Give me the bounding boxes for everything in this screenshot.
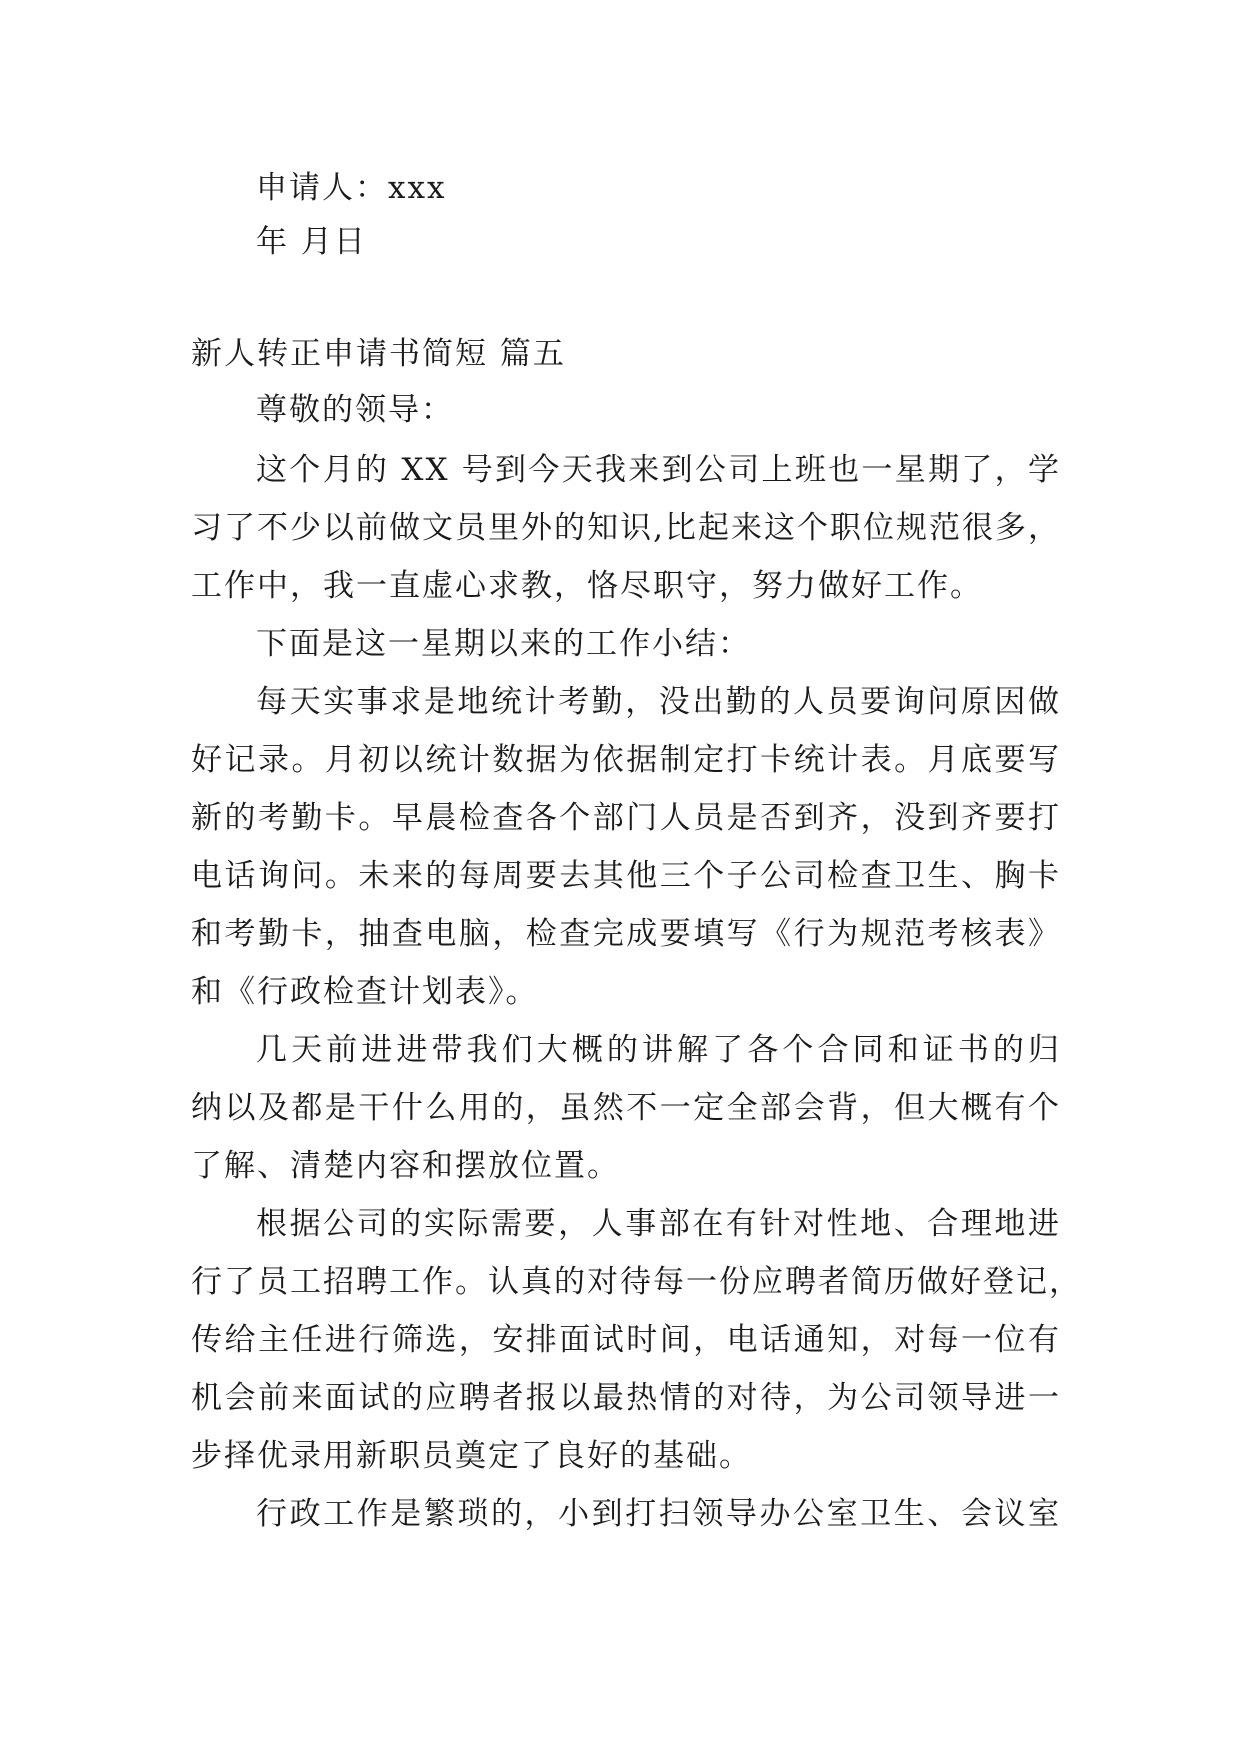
paragraph-line: 新的考勤卡。早晨检查各个部门人员是否到齐，没到齐要打	[191, 800, 1061, 836]
paragraph-line: 机会前来面试的应聘者报以最热情的对待，为公司领导进一	[191, 1380, 1061, 1416]
paragraph-line: 和《行政检查计划表》。	[191, 974, 539, 1010]
paragraph-line: 步择优录用新职员奠定了良好的基础。	[191, 1438, 752, 1474]
paragraph-line: 每天实事求是地统计考勤，没出勤的人员要询问原因做	[256, 684, 1061, 720]
paragraph-line: 几天前进进带我们大概的讲解了各个合同和证书的归	[256, 1032, 1061, 1068]
paragraph-line: 好记录。月初以统计数据为依据制定打卡统计表。月底要写	[191, 742, 1061, 778]
date-line: 年 月日	[256, 224, 367, 260]
section-title: 新人转正申请书简短 篇五	[191, 336, 566, 372]
paragraph-line: 纳以及都是干什么用的，虽然不一定全部会背，但大概有个	[191, 1090, 1061, 1126]
paragraph-line: 工作中，我一直虚心求教，恪尽职守，努力做好工作。	[191, 568, 983, 604]
paragraph-line: 和考勤卡，抽查电脑，检查完成要填写《行为规范考核表》	[191, 916, 1061, 952]
applicant-line: 申请人：xxx	[256, 170, 447, 206]
paragraph-line: 传给主任进行筛选，安排面试时间，电话通知，对每一位有	[191, 1322, 1061, 1358]
paragraph-line: 电话询问。未来的每周要去其他三个子公司检查卫生、胸卡	[191, 858, 1061, 894]
paragraph-line: 行了员工招聘工作。认真的对待每一份应聘者简历做好登记，	[191, 1264, 1082, 1300]
paragraph-line: 习了不少以前做文员里外的知识,比起来这个职位规范很多，	[191, 510, 1061, 546]
paragraph-line: 根据公司的实际需要，人事部在有针对性地、合理地进	[256, 1206, 1061, 1242]
paragraph-line: 下面是这一星期以来的工作小结：	[256, 626, 751, 662]
paragraph-line: 行政工作是繁琐的，小到打扫领导办公室卫生、会议室	[256, 1496, 1061, 1532]
salutation: 尊敬的领导：	[256, 392, 454, 428]
paragraph-line: 了解、清楚内容和摆放位置。	[191, 1148, 620, 1184]
paragraph-line: 这个月的 XX 号到今天我来到公司上班也一星期了，学	[256, 452, 1061, 488]
